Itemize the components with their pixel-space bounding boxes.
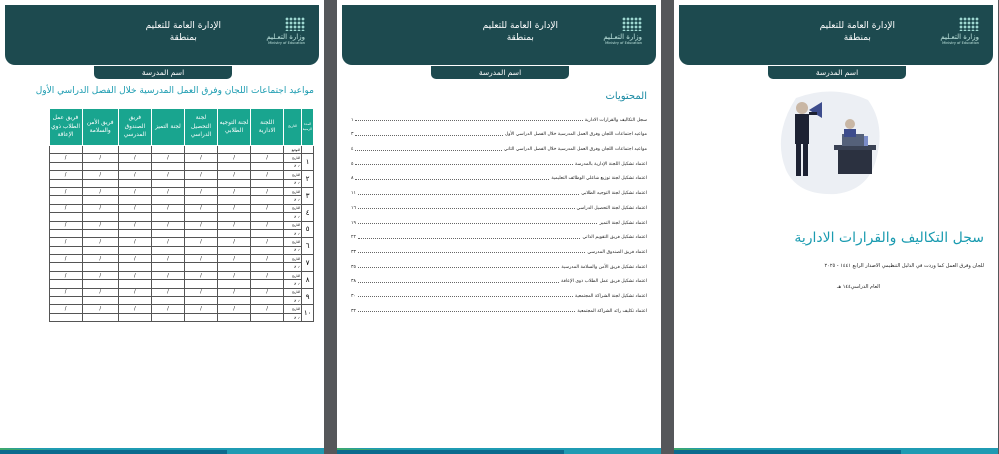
table-row [11,179,314,187]
toc-item[interactable] [351,108,647,123]
table-row [11,297,314,305]
page-header [342,5,656,65]
table-row [11,229,314,237]
signature-cell[interactable] [82,246,118,254]
ministry-logo-icon [959,17,979,31]
toc-dot-leader [358,267,559,268]
table-row [11,196,314,204]
row-mark-label: ✓ ✗ [284,229,302,237]
toc-item-label: اعتماد تشكيل فريق الأمن والسلامة المدرسية [561,264,647,270]
signature-cell[interactable] [251,263,284,271]
date-cell[interactable]: / [49,271,82,279]
signature-cell[interactable] [151,313,184,321]
signature-cell[interactable] [49,313,82,321]
row-date-label: التاريخ [284,288,302,296]
toc-dot-leader [358,208,575,209]
table-row [11,246,314,254]
signature-cell[interactable] [251,297,284,305]
toc-item-label: اعتماد تشكيل فريق التقويم الذاتي [582,235,647,241]
page-footer [674,444,998,454]
signature-cell[interactable] [251,313,284,321]
date-cell[interactable]: / [49,255,82,263]
date-cell[interactable]: / [118,271,151,279]
date-cell[interactable]: / [184,255,217,263]
date-cell[interactable]: / [184,271,217,279]
table-row [11,213,314,221]
signature-cell[interactable] [184,213,217,221]
toc-item[interactable] [351,211,647,226]
header-committee: لجنة التميز [151,109,184,146]
toc-item-page: ٣٠ [351,293,356,299]
row-number: ١ [302,154,314,171]
date-cell[interactable]: / [82,255,118,263]
school-name-tab: اسم المدرسة [768,66,906,79]
toc-dot-leader [355,179,549,180]
date-cell[interactable]: / [82,154,118,162]
signature-cell[interactable] [251,196,284,204]
signature-cell[interactable] [118,246,151,254]
table-row [11,313,314,321]
ministry-logo [901,17,979,45]
toc-item-page: ١ [351,117,354,123]
signature-cell[interactable] [184,280,217,288]
date-cell[interactable]: / [118,171,151,179]
row-date-label: التاريخ [284,154,302,162]
signature-cell[interactable] [184,179,217,187]
toc-dot-leader [355,135,502,136]
date-cell[interactable]: / [218,221,251,229]
toc-item-label: اعتماد تشكيل لجنة التميز [599,220,647,226]
signature-cell[interactable] [49,179,82,187]
school-name-tab: اسم المدرسة [431,66,569,79]
date-cell[interactable]: / [251,271,284,279]
signature-cell[interactable] [251,213,284,221]
toc-item[interactable] [351,255,647,270]
date-cell[interactable]: / [184,238,217,246]
date-cell[interactable]: / [151,204,184,212]
signature-cell[interactable] [218,280,251,288]
date-cell[interactable]: / [251,238,284,246]
signature-cell[interactable] [218,179,251,187]
signature-cell[interactable] [118,213,151,221]
signature-cell[interactable] [82,196,118,204]
signature-cell[interactable] [151,263,184,271]
row-mark-label: ✓ ✗ [284,280,302,288]
toc-item-page: ٣ [351,132,354,138]
row-number: ٦ [302,238,314,255]
header-meeting: المدة الزمنية [302,109,314,146]
toc-item-page: ١١ [351,191,356,197]
row-date-label: التاريخ [284,271,302,279]
toc-item[interactable] [351,181,647,196]
date-cell[interactable]: / [151,187,184,195]
office-illustration-icon [778,90,882,196]
header-committee: لجنة التوجيه الطلابي [218,109,251,146]
organization-name: الإدارة العامة للتعليم بمنطقة [482,21,558,43]
date-cell[interactable]: / [82,187,118,195]
row-date-label: التاريخ [284,305,302,313]
date-cell[interactable]: / [251,255,284,263]
organization-name: الإدارة العامة للتعليم بمنطقة [819,21,895,43]
header-date: التاريخ [284,109,302,146]
page-header [679,5,993,65]
toc-item-page: ٣٣ [351,249,356,255]
date-cell[interactable]: / [151,255,184,263]
ministry-logo [227,17,305,45]
signature-cell[interactable] [151,246,184,254]
signature-cell[interactable] [118,196,151,204]
signature-cell[interactable] [49,280,82,288]
signature-cell[interactable] [151,280,184,288]
toc-item[interactable] [351,299,647,314]
toc-item[interactable] [351,196,647,211]
table-row [11,221,314,229]
toc-item-label: اعتماد تشكيل لجنة الشراكة المجتمعية [575,293,647,299]
signature-cell[interactable] [49,229,82,237]
ministry-logo-icon [622,17,642,31]
date-cell[interactable]: / [251,305,284,313]
toc-dot-leader [358,311,575,312]
table-row [11,171,314,179]
page-footer [0,444,324,454]
row-date-label: التاريخ [284,187,302,195]
date-cell[interactable]: / [118,238,151,246]
date-cell[interactable]: / [251,221,284,229]
date-cell[interactable]: / [49,187,82,195]
row-mark-label: ✓ ✗ [284,263,302,271]
date-cell[interactable]: / [218,154,251,162]
signature-cell[interactable] [218,297,251,305]
signature-cell[interactable] [82,162,118,170]
signature-cell[interactable] [184,229,217,237]
signature-cell[interactable] [184,246,217,254]
toc-item-page: ٥ [351,161,354,167]
header-committee: فريق الأمن والسلامة [82,109,118,146]
toc-title: المحتويات [605,91,647,102]
toc-item-label: اعتماد تشكيل لجنة التوجيه الطلابي [581,191,647,197]
ministry-logo [564,17,642,45]
schedule-title: مواعيد اجتماعات اللجان وفرق العمل المدرسية خلال الفصل الدراسي الأول [35,86,314,96]
signature-cell[interactable] [118,162,151,170]
row-mark-label: ✓ ✗ [284,297,302,305]
toc-item-page: ٢٢ [351,235,356,241]
signature-cell[interactable] [49,263,82,271]
toc-dot-leader [355,150,501,151]
toc-item-page: ٣٥ [351,264,356,270]
row-number: ٢ [302,171,314,188]
toc-dot-leader [358,238,581,239]
table-row [11,204,314,212]
date-cell[interactable]: / [251,187,284,195]
toc-item[interactable] [351,240,647,255]
toc-dot-leader [358,194,579,195]
signature-cell[interactable] [49,213,82,221]
date-cell[interactable]: / [118,305,151,313]
table-row [11,305,314,313]
cover-title: سجل التكاليف والقرارات الادارية [794,230,984,246]
toc-item[interactable] [351,152,647,167]
row-date-label: التاريخ [284,204,302,212]
toc-item-label: اعتماد تشكيل اللجنة الإدارية بالمدرسة [575,161,647,167]
signature-cell[interactable] [218,313,251,321]
toc-dot-leader [358,296,573,297]
signature-cell[interactable] [251,162,284,170]
date-cell[interactable]: / [184,221,217,229]
row-date-label: التاريخ [284,221,302,229]
date-cell[interactable]: / [218,288,251,296]
row-number: ٥ [302,221,314,238]
row-number: ٨ [302,271,314,288]
signature-cell[interactable] [82,297,118,305]
toc-item-label: سجل التكاليف والقرارات الادارية [584,117,647,123]
row-number: ٣ [302,187,314,204]
row-date-label: التاريخ [284,171,302,179]
signature-cell[interactable] [118,280,151,288]
ministry-name-ar: وزارة التعـليم [940,33,979,41]
cover-page [674,0,998,454]
toc-item[interactable] [351,123,647,138]
toc-dot-leader [355,120,582,121]
table-row [11,263,314,271]
date-cell[interactable]: / [184,187,217,195]
date-cell[interactable]: / [218,238,251,246]
signature-cell[interactable] [118,313,151,321]
toc-item-label: مواعيد اجتماعات اللجان وفرق العمل المدرسية خلال الفصل الدراسي الثاني [503,147,647,153]
date-cell[interactable]: / [184,171,217,179]
date-cell[interactable]: / [118,187,151,195]
date-cell[interactable]: / [118,154,151,162]
date-cell[interactable]: / [218,171,251,179]
signature-cell[interactable] [218,229,251,237]
date-cell[interactable]: / [184,204,217,212]
signature-cell[interactable] [82,179,118,187]
page-footer [337,444,661,454]
signature-cell[interactable] [82,263,118,271]
signature-cell[interactable] [82,313,118,321]
date-cell[interactable]: / [151,271,184,279]
row-number: ٤ [302,204,314,221]
signature-cell[interactable] [82,229,118,237]
date-cell[interactable]: / [218,187,251,195]
table-row [11,238,314,246]
date-cell[interactable]: / [82,221,118,229]
date-cell[interactable]: / [151,154,184,162]
signature-cell[interactable] [218,196,251,204]
toc-item[interactable] [351,270,647,285]
signature-cell[interactable] [184,196,217,204]
date-cell[interactable]: / [218,305,251,313]
date-cell[interactable]: / [118,204,151,212]
header-committee: فريق الصندوق المدرسي [118,109,151,146]
toc-item[interactable] [351,284,647,299]
ministry-name-en: Ministry of Education [605,41,642,45]
toc-item-page: ٤ [351,147,354,153]
header-committee: اللجنة الادارية [251,109,284,146]
date-cell[interactable]: / [82,204,118,212]
row-mark-label: ✓ ✗ [284,313,302,321]
signature-cell[interactable] [49,162,82,170]
toc-item-page: ٨ [351,176,354,182]
schedule-table [10,108,314,322]
header-committee: لجنة التحصيل الدراسي [184,109,217,146]
date-cell[interactable]: / [49,171,82,179]
toc-item-page: ٣٨ [351,279,356,285]
date-cell[interactable]: / [151,288,184,296]
toc-item-label: مواعيد اجتماعات اللجان وفرق العمل المدرسية خلال الفصل الدراسي الأول [504,132,647,138]
date-cell[interactable]: / [49,238,82,246]
signature-cell[interactable] [118,229,151,237]
date-cell[interactable]: / [49,221,82,229]
toc-dot-leader [355,164,573,165]
signature-cell[interactable] [49,297,82,305]
toc-item[interactable] [351,226,647,241]
date-cell[interactable]: / [151,171,184,179]
date-cell[interactable]: / [184,288,217,296]
toc-item[interactable] [351,137,647,152]
signature-cell[interactable] [118,179,151,187]
table-row [11,280,314,288]
header-committee: فريق عمل الطلاب ذوي الإعاقة [49,109,82,146]
toc-item[interactable] [351,167,647,182]
date-cell[interactable]: / [251,204,284,212]
signature-cell[interactable] [151,196,184,204]
page-header [5,5,319,65]
date-cell[interactable]: / [251,154,284,162]
date-cell[interactable]: / [82,171,118,179]
signature-cell[interactable] [151,213,184,221]
signature-cell[interactable] [218,213,251,221]
toc-item-label: اعتماد تشكيل لجنة توزيع شاغلي الوظائف التعليمية [551,176,647,182]
signature-cell[interactable] [184,297,217,305]
date-cell[interactable]: / [151,305,184,313]
row-date-label: التاريخ [284,238,302,246]
table-row [11,187,314,195]
date-cell[interactable]: / [251,288,284,296]
date-cell[interactable]: / [218,255,251,263]
signature-cell[interactable] [151,179,184,187]
date-cell[interactable]: / [49,305,82,313]
row-mark-label: ✓ ✗ [284,213,302,221]
toc-item-page: ٣٢ [351,308,356,314]
signature-cell[interactable] [251,280,284,288]
toc-item-page: ١٦ [351,205,356,211]
toc-item-page: ١٩ [351,220,356,226]
signature-cell[interactable] [184,162,217,170]
date-cell[interactable]: / [184,154,217,162]
table-row [11,271,314,279]
ministry-name-ar: وزارة التعـليم [603,33,642,41]
date-cell[interactable]: / [118,255,151,263]
ministry-name-en: Ministry of Education [268,41,305,45]
signature-cell[interactable] [218,246,251,254]
signature-cell[interactable] [251,229,284,237]
contents-page [337,0,661,454]
date-cell[interactable]: / [49,204,82,212]
date-cell[interactable]: / [118,288,151,296]
header-signature: التوقيع [284,146,302,154]
date-cell[interactable]: / [82,238,118,246]
date-cell[interactable]: / [82,271,118,279]
date-cell[interactable]: / [251,171,284,179]
date-cell[interactable]: / [118,221,151,229]
signature-cell[interactable] [251,246,284,254]
table-row [11,255,314,263]
schedule-page [0,0,324,454]
row-mark-label: ✓ ✗ [284,179,302,187]
toc-item-label: اعتماد تشكيل فريق عمل الطلاب ذوي الإعاقة [561,279,647,285]
row-number: ٧ [302,255,314,272]
row-mark-label: ✓ ✗ [284,246,302,254]
date-cell[interactable]: / [151,221,184,229]
toc-dot-leader [358,223,598,224]
table-row [11,154,314,162]
date-cell[interactable]: / [184,305,217,313]
date-cell[interactable]: / [218,204,251,212]
signature-cell[interactable] [184,263,217,271]
date-cell[interactable]: / [49,154,82,162]
row-number: ١٠ [302,305,314,322]
school-name-tab: اسم المدرسة [94,66,232,79]
ministry-logo-icon [285,17,305,31]
toc-item-label: اعتماد تكليف رائد الشراكة المجتمعية [577,308,647,314]
signature-cell[interactable] [82,280,118,288]
signature-cell[interactable] [184,313,217,321]
signature-cell[interactable] [118,297,151,305]
cover-description: للجان وفرق العمل كما وردت في الدليل التنظيمي الاصدار الرابع ١٤٤١ - ٢٠٢٥ [824,263,984,269]
date-cell[interactable]: / [82,305,118,313]
date-cell[interactable]: / [49,288,82,296]
signature-cell[interactable] [82,213,118,221]
table-row [11,288,314,296]
ministry-name-ar: وزارة التعـليم [266,33,305,41]
row-date-label: التاريخ [284,255,302,263]
row-number: ٩ [302,288,314,305]
toc-item-label: اعتماد فريق الصندوق المدرسي [587,249,647,255]
row-mark-label: ✓ ✗ [284,196,302,204]
toc-dot-leader [358,282,559,283]
signature-cell[interactable] [49,196,82,204]
table-of-contents [351,108,647,314]
toc-dot-leader [358,252,585,253]
signature-cell[interactable] [151,162,184,170]
signature-cell[interactable] [218,162,251,170]
signature-cell[interactable] [151,297,184,305]
signature-cell[interactable] [151,229,184,237]
signature-cell[interactable] [251,179,284,187]
row-mark-label: ✓ ✗ [284,162,302,170]
date-cell[interactable]: / [82,288,118,296]
ministry-name-en: Ministry of Education [942,41,979,45]
signature-cell[interactable] [218,263,251,271]
date-cell[interactable]: / [151,238,184,246]
organization-name: الإدارة العامة للتعليم بمنطقة [145,21,221,43]
academic-year: العام الدراسي١٤٤ هـ [837,284,880,290]
toc-item-label: اعتماد تشكيل لجنة التحصيل الدراسي [576,205,647,211]
date-cell[interactable]: / [218,271,251,279]
signature-cell[interactable] [49,246,82,254]
table-row [11,162,314,170]
signature-cell[interactable] [118,263,151,271]
